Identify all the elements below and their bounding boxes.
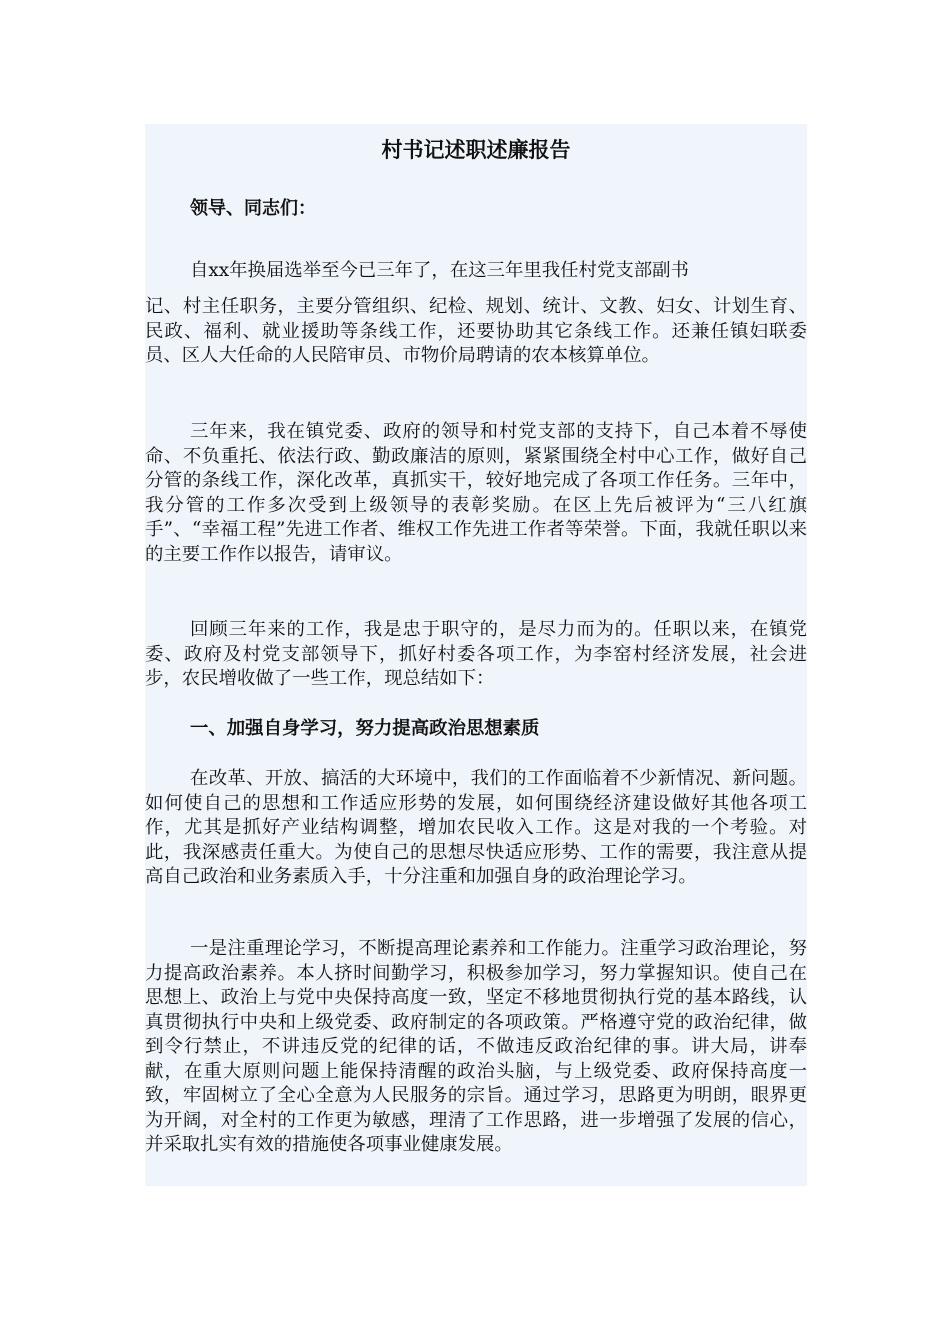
salutation: 领导、同志们： <box>190 198 316 219</box>
paragraph-2: 三年来，我在镇党委、政府的领导和村党支部的支持下，自己本着不辱使命、不负重托、依法行政、勤政廉洁的原则，紧紧围绕全村中心工作，做好自己分管的条线工作，深化改革，真抓实干，较好地完成了各项工作任务。三年中，我分管的工作多次受到上级领导的表彰奖励。在区上先后被评为“三八红旗手”、“幸福工程”先进工作者、维权工作先进工作者等荣誉。下面，我就任职以来的主要工作作以报告，请审议。 <box>145 421 807 565</box>
section-heading-1: 一、加强自身学习，努力提高政治思想素质 <box>190 718 540 739</box>
paragraph-4: 在改革、开放、搞活的大环境中，我们的工作面临着不少新情况、新问题。如何使自己的思想和工作适应形势的发展，如何围绕经济建设做好其他各项工作，尤其是抓好产业结构调整，增加农民收入工作。这是对我的一个考验。对此，我深感责任重大。为使自己的思想尽快适应形势、工作的需要，我注意从提高自己政治和业务素质入手，十分注重和加强自身的政治理论学习。 <box>145 768 807 887</box>
paragraph-1-first-line: 自xx年换届选举至今已三年了，在这三年里我任村党支部副书 <box>190 260 689 281</box>
paragraph-1-continuation: 记、村主任职务，主要分管组织、纪检、规划、统计、文教、妇女、计划生育、民政、福利、就业援助等条线工作，还要协助其它条线工作。还兼任镇妇联委员、区人大任命的人民陪审员、市物价局聘请的农本核算单位。 <box>145 296 807 366</box>
paragraph-3: 回顾三年来的工作，我是忠于职守的，是尽力而为的。任职以来，在镇党委、政府及村党支部领导下，抓好村委各项工作，为李窑村经济发展，社会进步，农民增收做了一些工作，现总结如下： <box>145 619 807 689</box>
paragraph-5: 一是注重理论学习，不断提高理论素养和工作能力。注重学习政治理论，努力提高政治素养。本人挤时间勤学习，积极参加学习，努力掌握知识。使自己在思想上、政治上与党中央保持高度一致，坚定不移地贯彻执行党的基本路线，认真贯彻执行中央和上级党委、政府制定的各项政策。严格遵守党的政治纪律，做到令行禁止，不讲违反党的纪律的话，不做违反政治纪律的事。讲大局，讲奉献，在重大原则问题上能保持清醒的政治头脑，与上级党委、政府保持高度一致，牢固树立了全心全意为人民服务的宗旨。通过学习，思路更为明朗，眼界更为开阔，对全村的工作更为敏感，理清了工作思路，进一步增强了发展的信心，并采取扎实有效的措施使各项事业健康发展。 <box>145 938 807 1155</box>
document-title: 村书记述职述廉报告 <box>381 137 571 162</box>
